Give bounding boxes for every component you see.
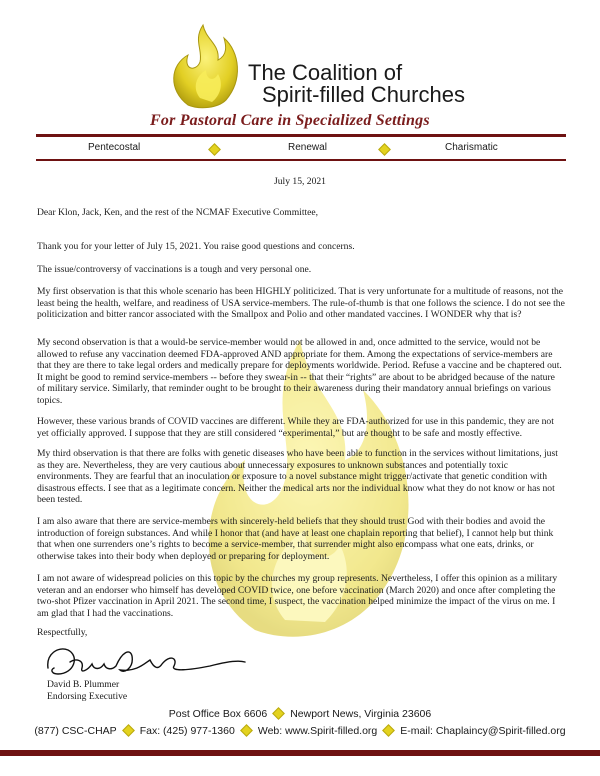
footer-po-box: Post Office Box 6606 — [168, 708, 268, 720]
letter-date: July 15, 2021 — [274, 176, 326, 187]
diamond-bullet-icon — [240, 724, 253, 737]
signature — [40, 640, 250, 680]
paragraph-4: My second observation is that a would-be service-member would not be allowed in and, once admitted to the service, would not be allowed to refuse any vaccination deemed FDA-approved AND appropriate for them. Among the expectations of service-members are that they are there to take legal orders and medically prepare for deployments worldwide. Period. Refuse a vaccine and be chaptered out. It might be good to remind service-members -- before they swear-in -- that their “rights” are about to be abridged because of the nature of military service. Similarly, that reminder ought to be brought to their awareness during their mandatory annual briefings on various topics. — [37, 337, 562, 406]
tagline: For Pastoral Care in Specialized Settings — [150, 112, 430, 129]
org-name-line2: Spirit-filled Churches — [262, 82, 465, 107]
diamond-bullet-icon — [208, 143, 221, 156]
closing: Respectfully, — [37, 627, 88, 638]
paragraph-5: However, these various brands of COVID vaccines are different. While they are FDA-authorized for use in this pandemic, they are not yet officially approved. I suppose that they are still considered “experimental,” but are thought to be safe and mostly effective. — [37, 416, 554, 439]
diamond-bullet-icon — [272, 707, 285, 720]
footer-city: Newport News, Virginia 23606 — [290, 708, 432, 720]
diamond-bullet-icon — [378, 143, 391, 156]
org-name-line1: The Coalition of — [248, 60, 403, 85]
paragraph-2: The issue/controversy of vaccinations is a tough and very personal one. — [37, 264, 312, 275]
denomination-renewal: Renewal — [288, 142, 327, 153]
footer-phone: (877) CSC-CHAP — [34, 725, 117, 737]
diamond-bullet-icon — [382, 724, 395, 737]
denomination-pentecostal: Pentecostal — [88, 142, 141, 153]
paragraph-8: I am not aware of widespread policies on this topic by the churches my group represents. Nevertheless, I offer this opinion as a military veteran and an endorser who himself has developed COVID twice, one before vaccination (March 2020) and once after completing the two-shot Pfizer vaccination in April 2021. The second time, I suspect, the vaccination helped minimize the impact of the virus on me. I am glad that I had the vaccinations. — [37, 573, 558, 619]
salutation: Dear Klon, Jack, Ken, and the rest of the NCMAF Executive Committee, — [37, 207, 319, 218]
denomination-charismatic: Charismatic — [445, 142, 498, 153]
header-rule-top — [36, 134, 566, 137]
diamond-bullet-icon — [122, 724, 135, 737]
footer-fax: Fax: (425) 977-1360 — [139, 725, 235, 737]
footer-address — [0, 708, 600, 720]
signer-title: Endorsing Executive — [47, 691, 128, 702]
footer-email[interactable]: E-mail: Chaplaincy@Spirit-filled.org — [400, 725, 566, 737]
signer-name: David B. Plummer — [47, 679, 120, 690]
paragraph-7: I am also aware that there are service-members with sincerely-held beliefs that they should trust God with their bodies and avoid the introduction of foreign substances. And while I honor that (and have at least one chaplain reporting that belief), I cannot help but think that when one surrenders one’s rights to become a service-member, that surrender might also encompass what one eats, drinks, or otherwise takes into their body when deployed or preparing for deployment. — [37, 516, 554, 562]
paragraph-3: My first observation is that this whole scenario has been HIGHLY politicized. That is very unfortunate for a multitude of reasons, not the least being the health, welfare, and readiness of USA service-members. The rule-of-thumb is that one follows the science. I do not see the politicization and bitter rancor associated with the Smallpox and Polio and other mandated vaccines. I WONDER why that is? — [37, 286, 565, 320]
paragraph-1: Thank you for your letter of July 15, 2021. You raise good questions and concerns. — [37, 241, 355, 252]
footer-web[interactable]: Web: www.Spirit-filled.org — [257, 725, 378, 737]
header-rule-bottom — [36, 159, 566, 161]
footer-rule — [0, 750, 600, 756]
paragraph-6: My third observation is that there are folks with genetic diseases who have been able to function in the services without limitations, just as they are. Nevertheless, they are very cautious about unnecessary exposures to unknown substances and potentially toxic environments. They are fearful that an inoculation or exposure to a novel substance might trigger/activate that genetic condition with disastrous effects. I see that as a legitimate concern. Neither the medical arts nor the individual know what they do not know or has not been tested. — [37, 448, 558, 505]
footer-contacts — [0, 725, 600, 737]
